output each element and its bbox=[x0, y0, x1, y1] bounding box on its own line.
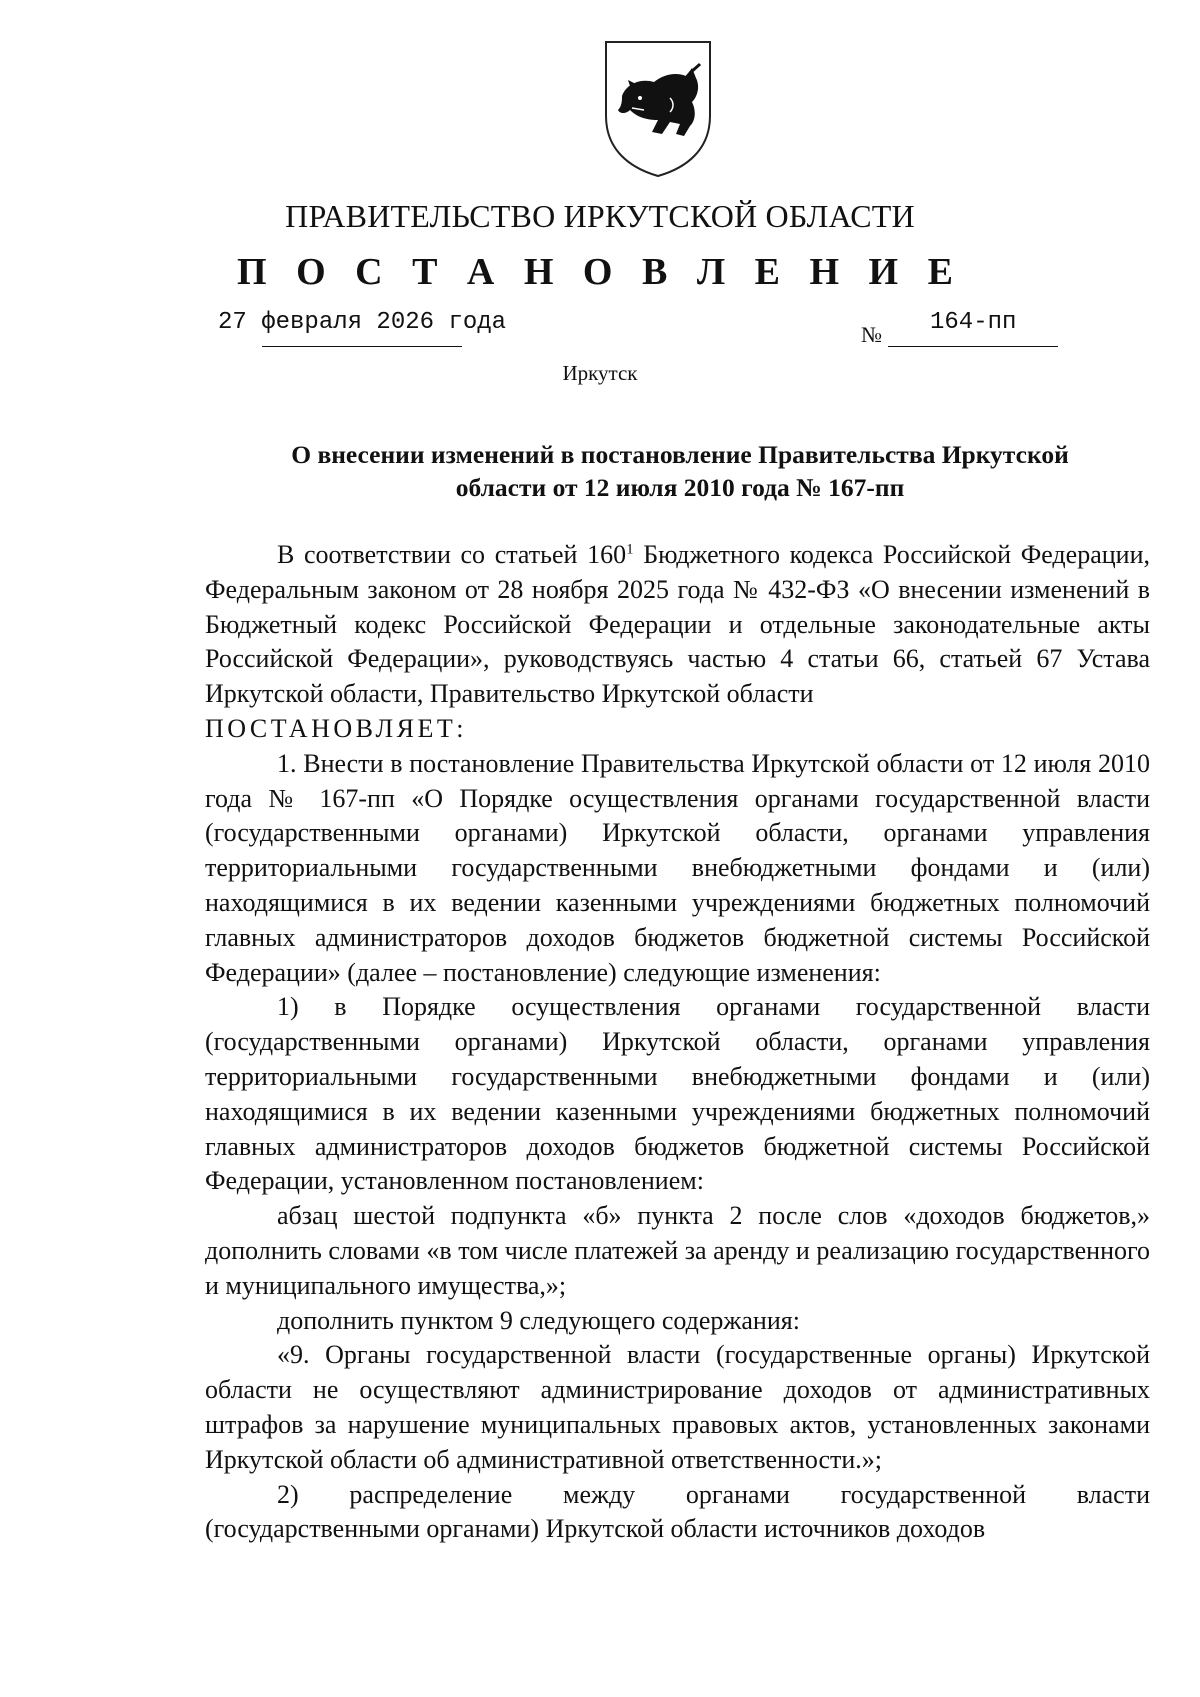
title-line-1: О внесении изменений в постановление Правительства Иркутской bbox=[291, 440, 1069, 469]
document-title bbox=[240, 438, 1120, 504]
preamble-text-start: В соответствии со статьей 160 bbox=[277, 540, 627, 569]
preamble-text-end: Бюджетного кодекса Российской Федерации, Федеральным законом от 28 ноября 2025 года № 432-ФЗ «О внесении изменений в Бюджетный кодекс Российской Федерации и отдельные законодательные акты Российской Федерации», руководствуясь частью 4 статьи 66, статьей 67 Устава Иркутской области, Правительство Иркутской области bbox=[205, 540, 1150, 709]
paragraph-add-item-9: дополнить пунктом 9 следующего содержания: bbox=[277, 1305, 800, 1335]
government-name: ПРАВИТЕЛЬСТВО ИРКУТСКОЙ ОБЛАСТИ bbox=[285, 198, 915, 234]
preamble-paragraph bbox=[205, 538, 1150, 712]
paragraph-item-1: 1. Внести в постановление Правительства Иркутской области от 12 июля 2010 года № 167-пп «О Порядке осуществления органами государственной власти (государственными органами) Иркутской области, органами управления территориальными государственными внебюджетными фондами и (или) находящимися в их ведении казенными учреждениями бюджетных полномочий главных администраторов доходов бюджетов бюджетной системы Российской Федерации» (далее – постановление) следующие изменения: bbox=[205, 748, 1150, 987]
resolves-heading: ПОСТАНОВЛЯЕТ: bbox=[205, 713, 467, 743]
document-type: П О С Т А Н О В Л Е Н И Е bbox=[237, 251, 963, 293]
document-body bbox=[205, 538, 1150, 1547]
document-number: 164-пп bbox=[930, 309, 1017, 336]
irkutsk-coat-of-arms-icon bbox=[600, 38, 716, 178]
number-underline bbox=[888, 346, 1058, 347]
paragraph-amendment-b: абзац шестой подпункта «б» пункта 2 после слов «доходов бюджетов,» дополнить словами «в том числе платежей за аренду и реализацию государственного и муниципального имущества,»; bbox=[205, 1201, 1150, 1300]
document-city: Иркутск bbox=[562, 361, 638, 385]
paragraph-subitem-2: 2) распределение между органами государственной власти (государственными органами) Иркутской области источников доходов bbox=[205, 1479, 1150, 1544]
paragraph-item-9-text: «9. Органы государственной власти (государственные органы) Иркутской области не осуществляют администрирование доходов от административных штрафов за нарушение муниципальных правовых актов, установленных законами Иркутской области об административной ответственности.»; bbox=[205, 1340, 1150, 1474]
date-underline bbox=[262, 346, 462, 347]
document-date: 27 февраля 2026 года bbox=[218, 309, 507, 336]
article-superscript: 1 bbox=[626, 541, 634, 558]
title-line-2: области от 12 июля 2010 года № 167-пп bbox=[455, 473, 905, 502]
number-sign: № bbox=[861, 322, 882, 347]
paragraph-subitem-1: 1) в Порядке осуществления органами государственной власти (государственными органами) Иркутской области, органами управления территориальными государственными внебюджетными фондами и (или) находящимися в их ведении казенными учреждениями бюджетных полномочий главных администраторов доходов бюджетов бюджетной системы Российской Федерации, установленном постановлением: bbox=[205, 992, 1150, 1196]
